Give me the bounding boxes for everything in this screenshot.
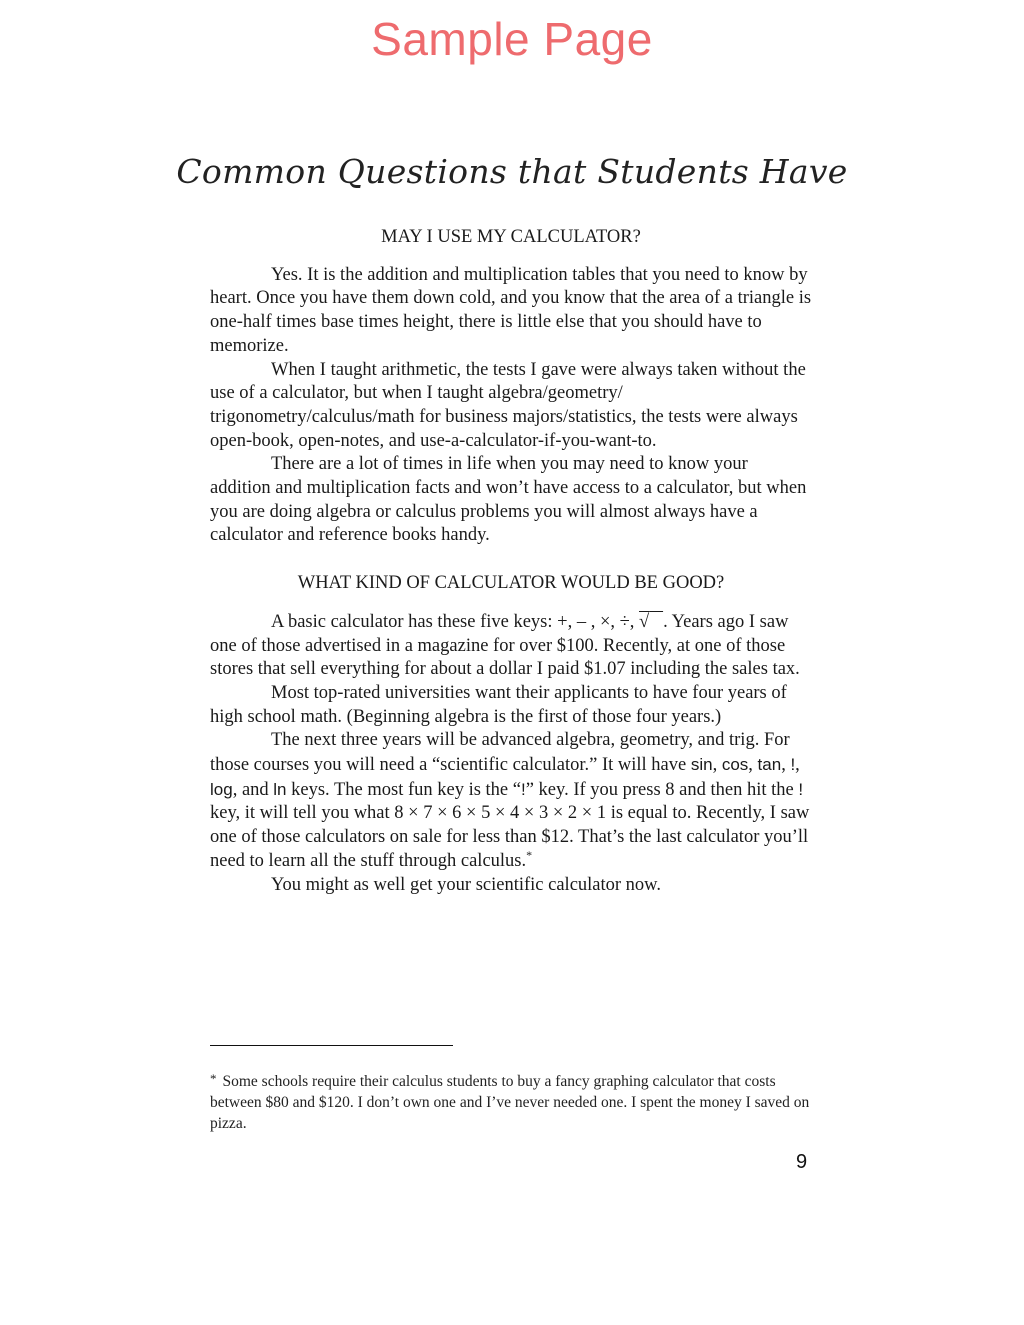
separator: ,: [781, 755, 791, 776]
separator: , and: [232, 779, 274, 800]
paragraph: Most top-rated universities want their applicants to have four years of high school math. (Beginning algebra is the first of those four years.): [210, 682, 787, 727]
key-label-factorial: !: [520, 779, 526, 799]
paragraph: You might as well get your scientific calculator now.: [271, 874, 661, 895]
key-label-ln: ln: [273, 779, 287, 799]
paragraph: Yes. It is the addition and multiplication tables that you need to know by heart. Once you have them down cold, and you know that the area of a triangle is one-half times base times height, there is little else that you should have to memorize.: [210, 264, 812, 356]
separator: ,: [712, 755, 722, 776]
footnote-text: Some schools require their calculus students to buy a fancy graphing calculator that costs between $80 and $120. I don’t own one and I’ve never needed one. I spent the money I saved on pizza.: [210, 1073, 810, 1132]
sample-page-watermark: Sample Page: [371, 13, 653, 65]
paragraph-basic-calculator: [210, 611, 812, 682]
footnote-reference: *: [526, 847, 533, 862]
text-run: . Years ago I saw one of those advertised in a magazine for over $100. Recently, at one of those stores that sell everything for about a dollar I paid $1.07 including the sales tax.: [210, 611, 800, 680]
page-number: 9: [796, 1151, 808, 1173]
separator: ,: [748, 755, 758, 776]
paragraph: When I taught arithmetic, the tests I gave were always taken without the use of a calculator, but when I taught algebra/geometry/ trigonometry/calculus/math for business majors/statistics, the tests were always open-book, open-notes, and use-a-calculator-if-you-want-to.: [210, 359, 806, 451]
section-heading-calculator-kind: WHAT KIND OF CALCULATOR WOULD BE GOOD?: [297, 573, 725, 594]
text-run: key, it will tell you what 8 × 7 × 6 × 5 × 4 × 3 × 2 × 1 is equal to. Recently, I saw one of those calculators on sale for less than $12. That’s the last calculator you’ll need to learn all the stuff through calculus.: [210, 803, 810, 871]
key-label-sin: sin: [690, 755, 713, 775]
footnote-separator: [210, 1045, 453, 1046]
text-run: keys. The most fun key is the “: [286, 779, 521, 800]
square-root-bar: [649, 612, 663, 632]
key-label-tan: tan: [757, 755, 782, 775]
footnote: [210, 1068, 810, 1134]
paragraph: There are a lot of times in life when you may need to know your addition and multiplication facts and won’t have access to a calculator, but when you are doing algebra or calculus problems you will almost always have a calculator and reference books handy.: [210, 454, 807, 546]
text-run: The next three years will be advanced algebra, geometry, and trig. For those courses you will need a “scientific calculator.” It will have: [210, 730, 790, 776]
separator: ,: [795, 755, 800, 776]
key-label-factorial: !: [790, 755, 796, 775]
page-body: [210, 226, 812, 897]
key-label-cos: cos: [721, 755, 749, 775]
square-root-symbol: √: [639, 611, 650, 632]
footnote-mark: *: [210, 1071, 217, 1086]
chapter-title: Common Questions that Students Have: [176, 152, 848, 191]
paragraph-scientific-calculator: [210, 729, 812, 873]
key-label-log: log: [210, 779, 233, 799]
text-run: ” key. If you press 8 and then hit the: [525, 779, 799, 800]
text-run: A basic calculator has these five keys: +, – , ×, ÷,: [271, 611, 640, 632]
section-heading-calculator-use: MAY I USE MY CALCULATOR?: [381, 227, 641, 247]
key-label-factorial: !: [798, 779, 804, 799]
